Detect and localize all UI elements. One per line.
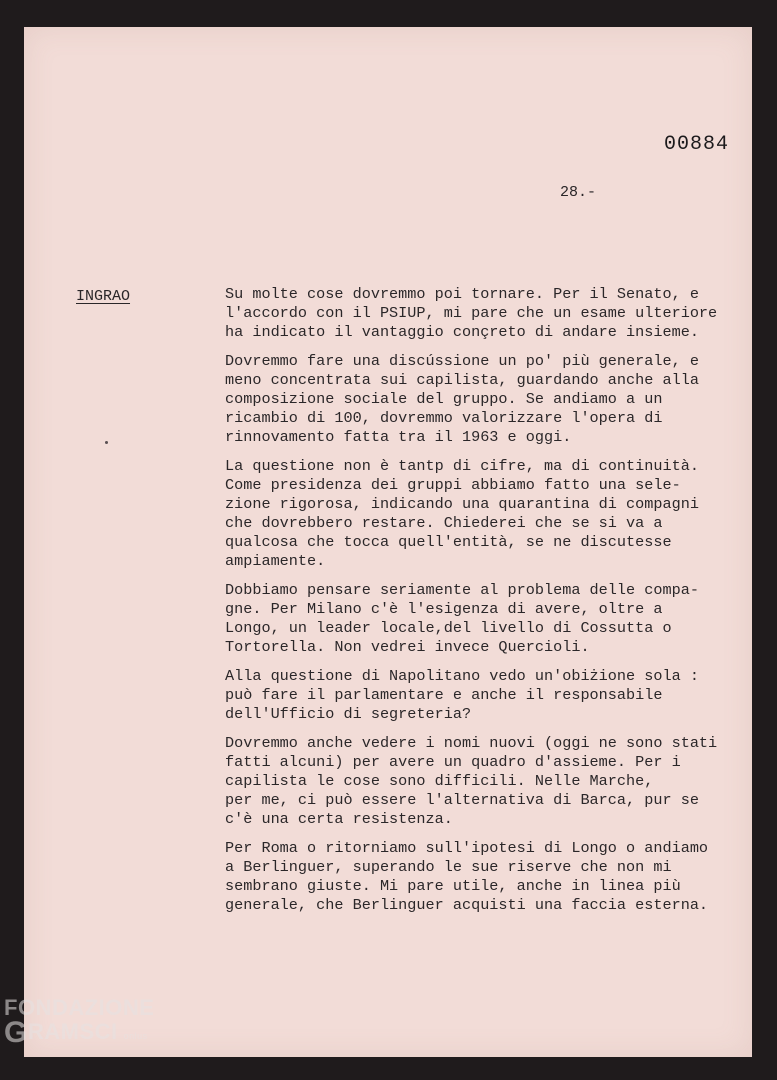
paragraph: Alla questione di Napolitano vedo un'obiżione sola : può fare il parlamentare e anche il responsabile dell'Ufficio di segreteria? [225,667,699,723]
watermark-line-2-text: RAMSCI [27,1019,118,1044]
page-number: 28.- [560,184,597,201]
speaker-name: INGRAO [76,288,131,305]
watermark-onlus: onlus [123,1031,148,1041]
watermark-line-1: FONDAZIONE [4,995,155,1020]
paragraph: Dobbiamo pensare seriamente al problema delle compa- gne. Per Milano c'è l'esigenza di avere, oltre a Longo, un leader locale,del livello di Cossutta o Tortorella. Non vedrei invece Quercioli. [225,581,699,656]
watermark-line-2 [4,1016,154,1049]
fondazione-gramsci-watermark [4,996,154,1048]
paragraph: Su molte cose dovremmo poi tornare. Per il Senato, e l'accordo con il PSIUP, mi pare che un esame ulteriore ha indicato il vantaggio conçreto di andare insieme. [225,285,718,341]
paragraph: Dovremmo fare una discússione un po' più generale, e meno concentrata sui capilista, guardando anche alla composizione sociale del gruppo. Se andiamo a un ricambio di 100, dovremmo valorizzare l'opera di rinnovamento fatta tra il 1963 e oggi. [225,352,699,446]
paragraph: La questione non è tantp di cifre, ma di continuità. Come presidenza dei gruppi abbiamo fatto una sele- zione rigorosa, indicando una quarantina di compagni che dovrebbero restare. Chiederei che se si va a qualcosa che tocca quell'entità, se ne discutesse ampiamente. [225,457,699,570]
ink-mark [105,441,108,444]
paragraph: Per Roma o ritorniamo sull'ipotesi di Longo o andiamo a Berlinguer, superando le sue riserve che non mi sembrano giuste. Mi pare utile, anche in linea più generale, che Berlinguer acquisti una faccia esterna. [225,839,709,914]
document-number: 00884 [664,133,730,156]
paragraph: Dovremmo anche vedere i nomi nuovi (oggi ne sono stati fatti alcuni) per avere un quadro d'assieme. Per i capilista le cose sono difficili. Nelle Marche, per me, ci può essere l'alternativa di Barca, pur se c'è una certa resistenza. [225,734,718,828]
document-body [225,285,745,925]
watermark-g-logo: G [4,1016,28,1049]
document-page [24,27,752,1057]
